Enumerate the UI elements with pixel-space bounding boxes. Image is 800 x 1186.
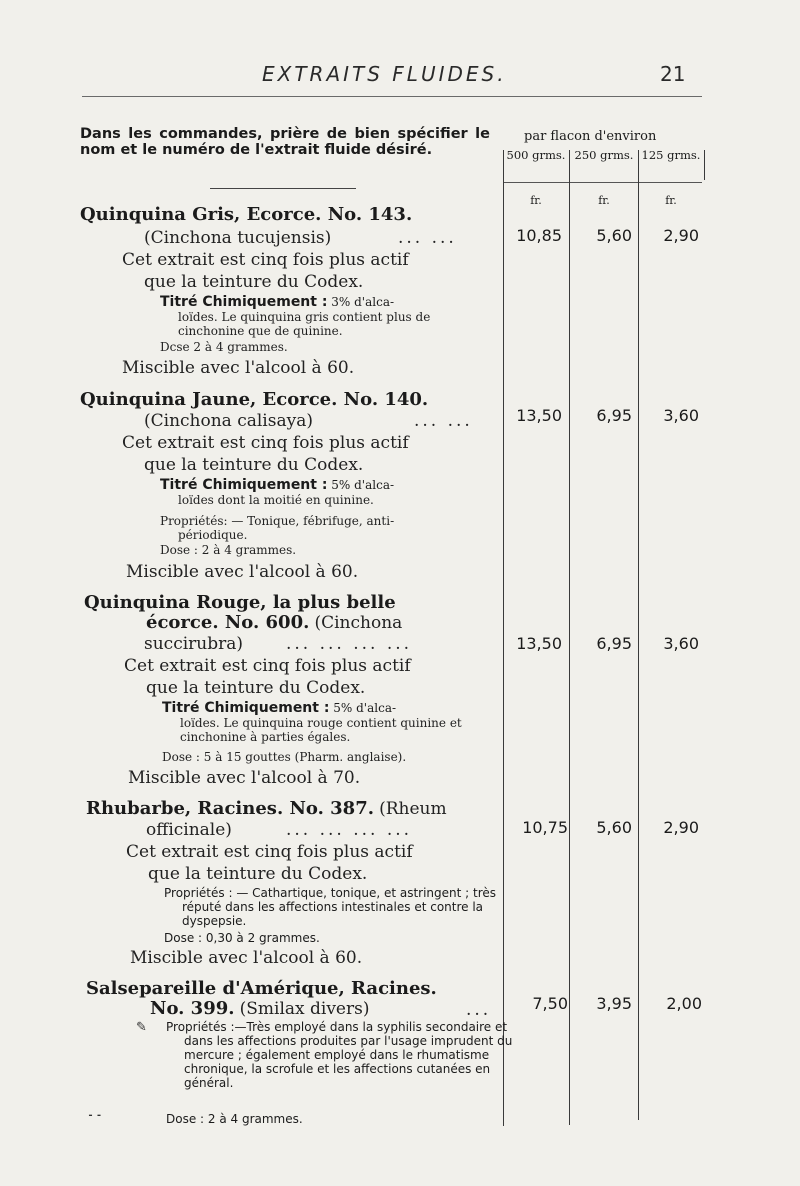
column-header-500: 500 grms. [506, 148, 566, 162]
product-description: que la teinture du Codex. [144, 272, 364, 292]
product-description: que la teinture du Codex. [146, 678, 366, 698]
assay-label: Titré Chimiquement : [162, 700, 330, 716]
price-500: 13,50 [516, 634, 562, 653]
product-botanical-name: succirubra) [144, 634, 244, 654]
dosage: Dcse 2 à 4 grammes. [160, 340, 288, 354]
assay-detail: loïdes. Le quinquina gris contient plus de cinchonine que de quinine. [178, 310, 431, 338]
assay-value: 5% d'alca- [329, 701, 397, 715]
header-underline [504, 182, 702, 183]
price-250: 6,95 [596, 406, 632, 425]
dosage: Dose : 5 à 15 gouttes (Pharm. anglaise). [162, 750, 407, 764]
assay-label: Titré Chimiquement : [160, 294, 328, 310]
price-125: 2,90 [663, 818, 699, 837]
product-title: Quinquina Gris, Ecorce. No. 143. [80, 204, 413, 225]
product-number: écorce. No. 600. [146, 612, 310, 633]
product-botanical-name: (Smilax divers) [239, 999, 370, 1019]
leader-dots: ... ... ... ... [286, 820, 413, 840]
dosage: Dose : 2 à 4 grammes. [166, 1112, 303, 1126]
unit-label-125: fr. [665, 194, 677, 207]
price-250: 5,60 [596, 226, 632, 245]
assay-detail: loïdes dont la moitié en quinine. [178, 493, 374, 507]
price-250: 6,95 [596, 634, 632, 653]
dosage: Dose : 0,30 à 2 grammes. [164, 931, 320, 945]
properties: Propriétés: — Tonique, fébrifuge, anti- [160, 514, 395, 528]
product-botanical-name: (Cinchona calisaya) [144, 411, 313, 431]
product-number: No. 399. [150, 998, 235, 1019]
price-500: 7,50 [532, 994, 568, 1013]
section-divider [210, 188, 356, 189]
miscibility: Miscible avec l'alcool à 60. [122, 358, 355, 378]
unit-label-500: fr. [530, 194, 542, 207]
price-columns-caption: par flacon d'environ [524, 129, 657, 144]
assay-value: 5% d'alca- [327, 478, 395, 492]
product-title: Salsepareille d'Amérique, Racines. [86, 978, 437, 999]
price-125: 3,60 [663, 406, 699, 425]
leader-dots: ... ... [414, 411, 473, 431]
price-500: 10,75 [522, 818, 568, 837]
assay-line [160, 477, 394, 493]
product-title: Quinquina Jaune, Ecorce. No. 140. [80, 389, 429, 410]
unit-label-250: fr. [598, 194, 610, 207]
miscibility: Miscible avec l'alcool à 70. [128, 768, 361, 788]
leader-dots: ... ... ... ... [286, 634, 413, 654]
product-description: Cet extrait est cinq fois plus actif [122, 250, 409, 270]
product-description: que la teinture du Codex. [144, 455, 364, 475]
leader-dots: ... ... [398, 228, 457, 248]
product-title: Rhubarbe, Racines. No. 387. [86, 798, 374, 819]
product-title: Quinquina Rouge, la plus belle [84, 592, 396, 613]
price-125: 2,00 [666, 994, 702, 1013]
margin-mark: ⁃ ⁃ [88, 1110, 102, 1121]
price-125: 3,60 [663, 634, 699, 653]
product-botanical-name: (Cinchona tucujensis) [144, 228, 332, 248]
assay-line [160, 294, 394, 310]
product-description: Cet extrait est cinq fois plus actif [122, 433, 409, 453]
dosage: Dose : 2 à 4 grammes. [160, 543, 297, 557]
product-title-continued [146, 612, 402, 633]
assay-label: Titré Chimiquement : [160, 477, 328, 493]
hand-stamp-mark: ✎ [136, 1020, 147, 1035]
order-instruction: Dans les commandes, prière de bien spécifier le nom et le numéro de l'extrait fluide désiré. [80, 126, 490, 158]
page-number: 21 [660, 62, 686, 86]
product-botanical-name: (Cinchona [314, 613, 403, 633]
price-500: 13,50 [516, 406, 562, 425]
column-divider [704, 150, 705, 180]
column-header-125: 125 grms. [641, 148, 701, 162]
header-rule [82, 96, 702, 97]
product-description: que la teinture du Codex. [148, 864, 368, 884]
properties: Propriétés :—Très employé dans la syphilis secondaire et dans les affections produites par l'usage imprudent du mercure ; également employé dans le rhumatisme chronique, la scrofule et les affections cutanées en général. [166, 1020, 513, 1090]
leader-dots: ... [466, 1000, 492, 1020]
price-250: 5,60 [596, 818, 632, 837]
column-header-250: 250 grms. [574, 148, 634, 162]
properties: Propriétés : — Cathartique, tonique, et astringent ; très réputé dans les affections intestinales et contre la dyspepsie. [164, 886, 497, 928]
product-description: Cet extrait est cinq fois plus actif [126, 842, 413, 862]
properties: périodique. [178, 528, 248, 542]
assay-value: 3% d'alca- [327, 295, 395, 309]
miscibility: Miscible avec l'alcool à 60. [126, 562, 359, 582]
column-divider [638, 150, 639, 1120]
miscibility: Miscible avec l'alcool à 60. [130, 948, 363, 968]
price-500: 10,85 [516, 226, 562, 245]
product-botanical-name: (Rheum [379, 799, 447, 819]
product-description: Cet extrait est cinq fois plus actif [124, 656, 411, 676]
assay-line [162, 700, 396, 716]
assay-detail: loïdes. Le quinquina rouge contient quinine et cinchonine à parties égales. [180, 716, 462, 744]
price-125: 2,90 [663, 226, 699, 245]
product-title-line [86, 798, 447, 819]
product-botanical-name: officinale) [146, 820, 232, 840]
running-title: EXTRAITS FLUIDES. [262, 62, 507, 86]
price-250: 3,95 [596, 994, 632, 1013]
product-title-continued [150, 998, 369, 1019]
column-divider [569, 150, 570, 1125]
